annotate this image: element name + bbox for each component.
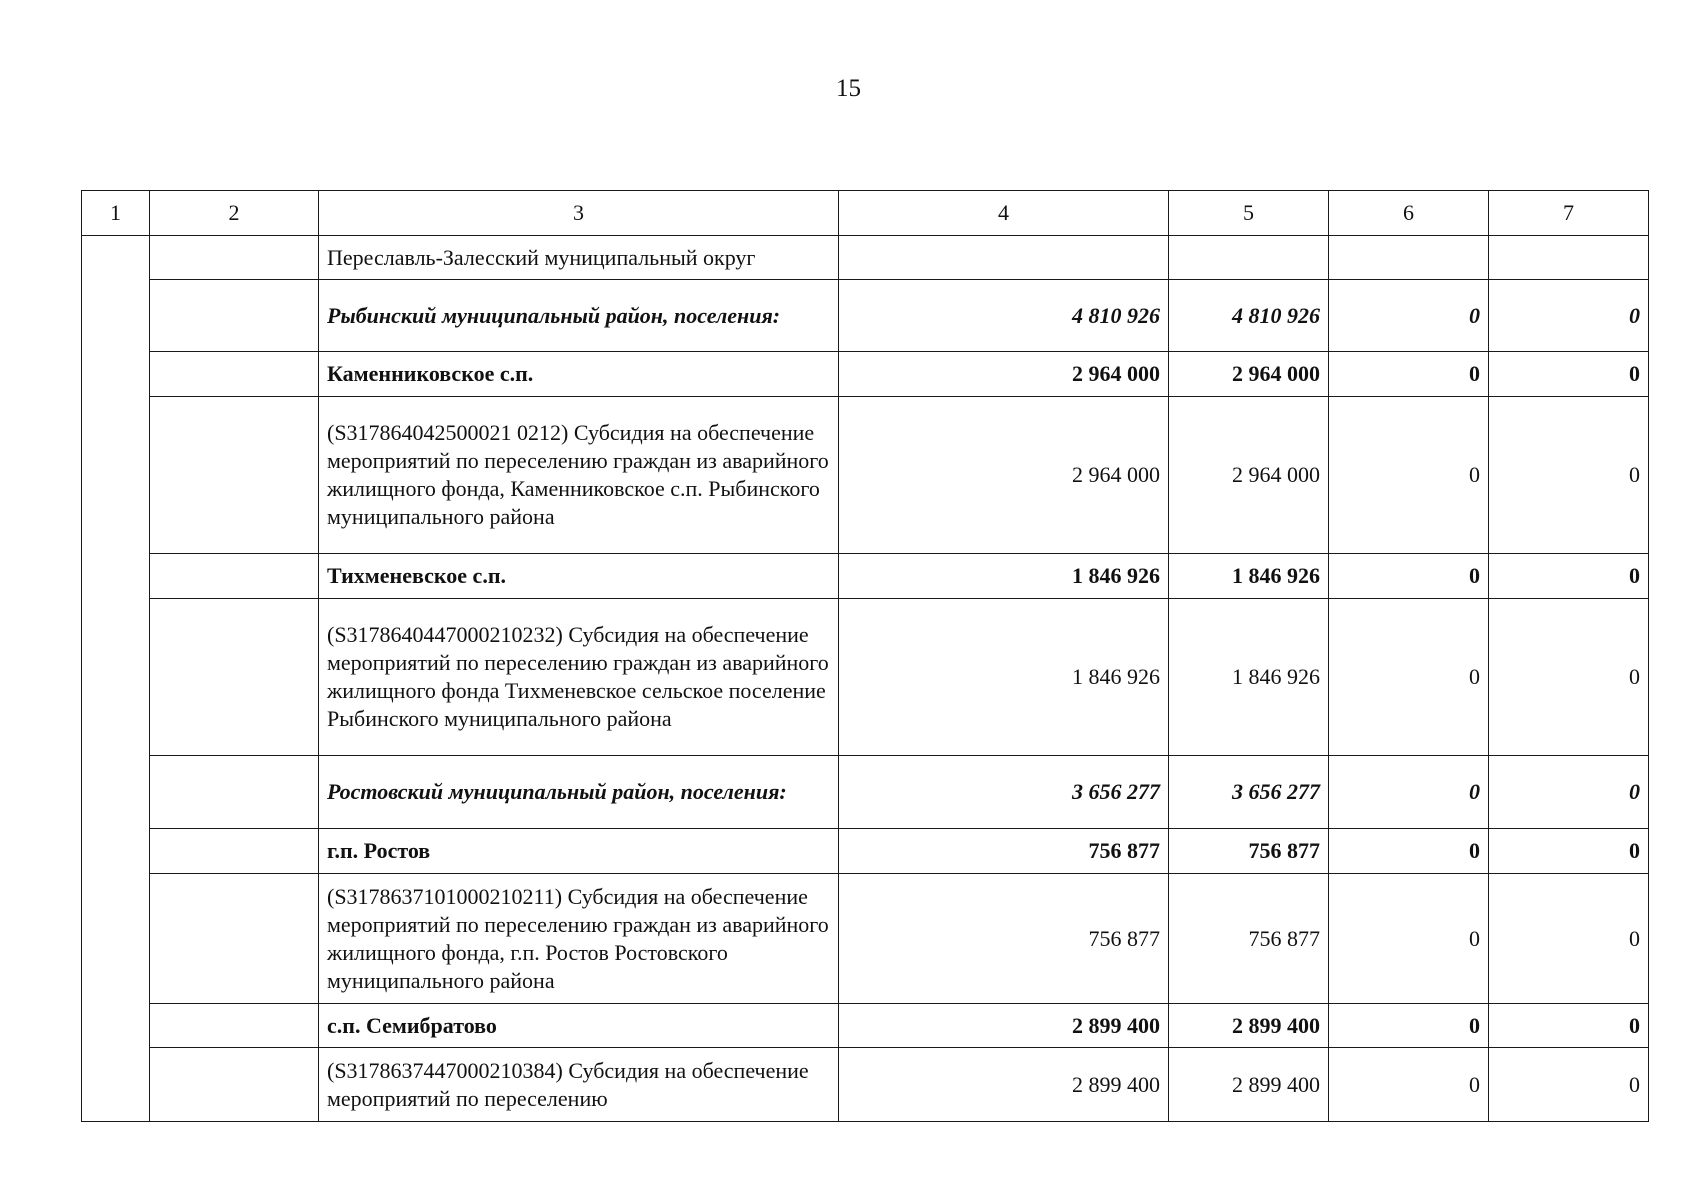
col-2-cell (150, 554, 319, 599)
table-row (82, 352, 1649, 397)
table-row (82, 554, 1649, 599)
col-7-value: 0 (1489, 352, 1649, 397)
row-name: Тихменевское с.п. (319, 554, 839, 599)
col-2-cell (150, 280, 319, 352)
col-4-value: 756 877 (839, 829, 1169, 874)
col-7-value: 0 (1489, 1004, 1649, 1048)
row-name: Рыбинский муниципальный район, поселения: (319, 280, 839, 352)
table-row (82, 236, 1649, 280)
header-col-3: 3 (319, 191, 839, 236)
col-4-value: 2 899 400 (839, 1048, 1169, 1122)
col-7-value: 0 (1489, 874, 1649, 1004)
header-col-1: 1 (82, 191, 150, 236)
col-6-value: 0 (1329, 397, 1489, 554)
col-6-value (1329, 236, 1489, 280)
row-name: (S317864042500021 0212) Субсидия на обеспечение мероприятий по переселению граждан из аварийного жилищного фонда, Каменниковское с.п. Рыбинского муниципального района (319, 397, 839, 554)
col-5-value: 2 964 000 (1169, 397, 1329, 554)
col-7-value: 0 (1489, 599, 1649, 756)
header-col-6: 6 (1329, 191, 1489, 236)
col-2-cell (150, 874, 319, 1004)
col-2-cell (150, 236, 319, 280)
col-4-value: 2 964 000 (839, 397, 1169, 554)
row-name: с.п. Семибратово (319, 1004, 839, 1048)
row-name: (S3178640447000210232) Субсидия на обеспечение мероприятий по переселению граждан из аварийного жилищного фонда Тихменевское сельское поселение Рыбинского муниципального района (319, 599, 839, 756)
row-name: (S3178637447000210384) Субсидия на обеспечение мероприятий по переселению (319, 1048, 839, 1122)
col-2-cell (150, 1004, 319, 1048)
col-5-value: 2 964 000 (1169, 352, 1329, 397)
col-7-value: 0 (1489, 756, 1649, 829)
budget-table (81, 190, 1649, 1122)
col-4-value (839, 236, 1169, 280)
col-6-value: 0 (1329, 599, 1489, 756)
table-row (82, 829, 1649, 874)
header-col-2: 2 (150, 191, 319, 236)
header-col-7: 7 (1489, 191, 1649, 236)
table-row (82, 280, 1649, 352)
col-2-cell (150, 1048, 319, 1122)
col-5-value: 2 899 400 (1169, 1048, 1329, 1122)
row-name: (S3178637101000210211) Субсидия на обеспечение мероприятий по переселению граждан из аварийного жилищного фонда, г.п. Ростов Ростовского муниципального района (319, 874, 839, 1004)
col-4-value: 1 846 926 (839, 554, 1169, 599)
col-4-value: 1 846 926 (839, 599, 1169, 756)
col-6-value: 0 (1329, 554, 1489, 599)
col-5-value: 3 656 277 (1169, 756, 1329, 829)
col-5-value: 1 846 926 (1169, 599, 1329, 756)
col-4-value: 756 877 (839, 874, 1169, 1004)
row-name: Ростовский муниципальный район, поселения: (319, 756, 839, 829)
col-5-value: 1 846 926 (1169, 554, 1329, 599)
col-5-value: 4 810 926 (1169, 280, 1329, 352)
col-4-value: 2 899 400 (839, 1004, 1169, 1048)
col-2-cell (150, 599, 319, 756)
col-5-value: 756 877 (1169, 874, 1329, 1004)
col-6-value: 0 (1329, 1004, 1489, 1048)
col-5-value: 2 899 400 (1169, 1004, 1329, 1048)
col-4-value: 3 656 277 (839, 756, 1169, 829)
table-row (82, 756, 1649, 829)
col-7-value: 0 (1489, 554, 1649, 599)
col-2-cell (150, 756, 319, 829)
col-4-value: 2 964 000 (839, 352, 1169, 397)
col-2-cell (150, 829, 319, 874)
col-5-value: 756 877 (1169, 829, 1329, 874)
col-7-value: 0 (1489, 280, 1649, 352)
header-col-4: 4 (839, 191, 1169, 236)
header-row (82, 191, 1649, 236)
table-row (82, 599, 1649, 756)
table-row (82, 1004, 1649, 1048)
col-7-value (1489, 236, 1649, 280)
col-5-value (1169, 236, 1329, 280)
table-row (82, 1048, 1649, 1122)
merged-col-1-cell (82, 236, 150, 1122)
col-7-value: 0 (1489, 829, 1649, 874)
col-6-value: 0 (1329, 756, 1489, 829)
col-4-value: 4 810 926 (839, 280, 1169, 352)
header-col-5: 5 (1169, 191, 1329, 236)
col-6-value: 0 (1329, 874, 1489, 1004)
row-name: Каменниковское с.п. (319, 352, 839, 397)
col-6-value: 0 (1329, 352, 1489, 397)
col-2-cell (150, 397, 319, 554)
col-7-value: 0 (1489, 1048, 1649, 1122)
col-2-cell (150, 352, 319, 397)
row-name: Переславль-Залесский муниципальный округ (319, 236, 839, 280)
page-number: 15 (836, 75, 861, 102)
col-6-value: 0 (1329, 1048, 1489, 1122)
table-row (82, 874, 1649, 1004)
col-6-value: 0 (1329, 280, 1489, 352)
row-name: г.п. Ростов (319, 829, 839, 874)
col-7-value: 0 (1489, 397, 1649, 554)
col-6-value: 0 (1329, 829, 1489, 874)
table-row (82, 397, 1649, 554)
